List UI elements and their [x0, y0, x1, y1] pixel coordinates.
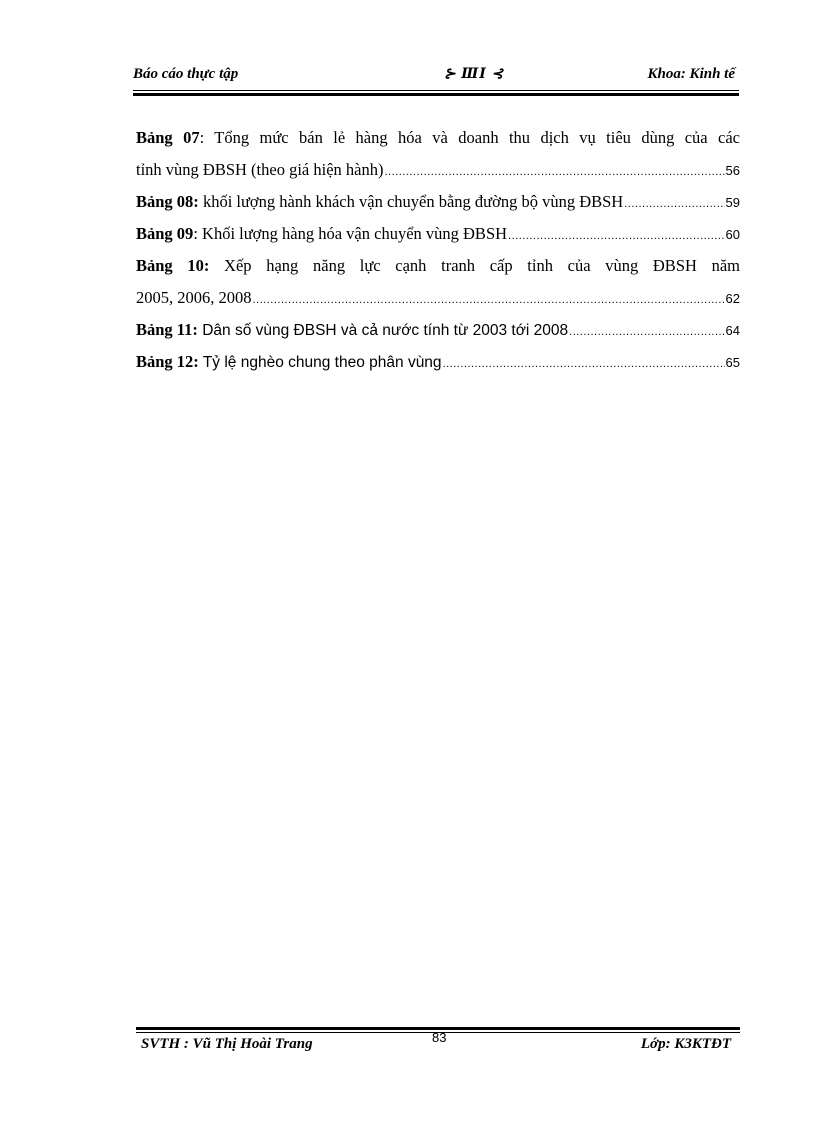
toc-title: Tỷ lệ nghèo chung theo phân vùng [198, 354, 442, 371]
dot-leader [443, 348, 725, 380]
toc-title-line1: : Tổng mức bán lẻ hàng hóa và doanh thu dịch vụ tiêu dùng của các [199, 128, 740, 147]
footer-class: Lớp: K3KTĐT [640, 1036, 731, 1052]
toc-label: Bảng 09 [136, 224, 194, 243]
toc-page-number: 64 [725, 323, 740, 338]
dot-leader [384, 156, 724, 188]
list-of-tables [136, 122, 740, 378]
toc-title: khối lượng hành khách vận chuyển bằng đường bộ vùng ĐBSH [198, 192, 624, 211]
toc-label: Bảng 08: [136, 192, 199, 211]
toc-label: Bảng 11: [136, 320, 198, 339]
toc-label: Bảng 07 [136, 128, 200, 147]
toc-title-line2: tỉnh vùng ĐBSH (theo giá hiện hành) [136, 160, 384, 179]
toc-entry-bang-11[interactable] [136, 314, 740, 346]
dot-leader [569, 316, 724, 348]
toc-title: Dân số vùng ĐBSH và cả nước tính từ 2003 tới 2008 [197, 322, 569, 339]
page-number: 83 [432, 1030, 447, 1045]
toc-entry-bang-09[interactable] [136, 218, 740, 250]
toc-entry-bang-12[interactable] [136, 346, 740, 378]
toc-entry-bang-07[interactable] [136, 122, 740, 186]
toc-page-number: 56 [725, 163, 740, 178]
toc-entry-bang-08[interactable] [136, 186, 740, 218]
header-rule-thin [133, 90, 739, 91]
header-rule-thick [133, 93, 739, 96]
dot-leader [624, 188, 724, 220]
toc-title-line2: 2005, 2006, 2008 [136, 288, 252, 307]
toc-label: Bảng 12: [136, 352, 199, 371]
header-report-title: Báo cáo thực tập [133, 66, 239, 82]
toc-entry-bang-10[interactable] [136, 250, 740, 314]
header-ornament: ⊱ ⅢⅠ ⊰ [444, 67, 505, 82]
toc-title-line1: Xếp hạng năng lực cạnh tranh cấp tỉnh của vùng ĐBSH năm [209, 256, 740, 275]
dot-leader [253, 284, 725, 316]
toc-title: : Khối lượng hàng hóa vận chuyển vùng ĐBSH [193, 224, 508, 243]
header-faculty: Khoa: Kinh tế [647, 66, 735, 82]
toc-label: Bảng 10: [136, 256, 210, 275]
toc-page-number: 60 [725, 227, 740, 242]
page-footer [141, 1030, 731, 1058]
toc-page-number: 59 [725, 195, 740, 210]
toc-page-number: 62 [725, 291, 740, 306]
page-header [133, 64, 737, 88]
footer-student-name: SVTH : Vũ Thị Hoài Trang [141, 1036, 313, 1052]
dot-leader [508, 220, 725, 252]
toc-page-number: 65 [725, 355, 740, 370]
